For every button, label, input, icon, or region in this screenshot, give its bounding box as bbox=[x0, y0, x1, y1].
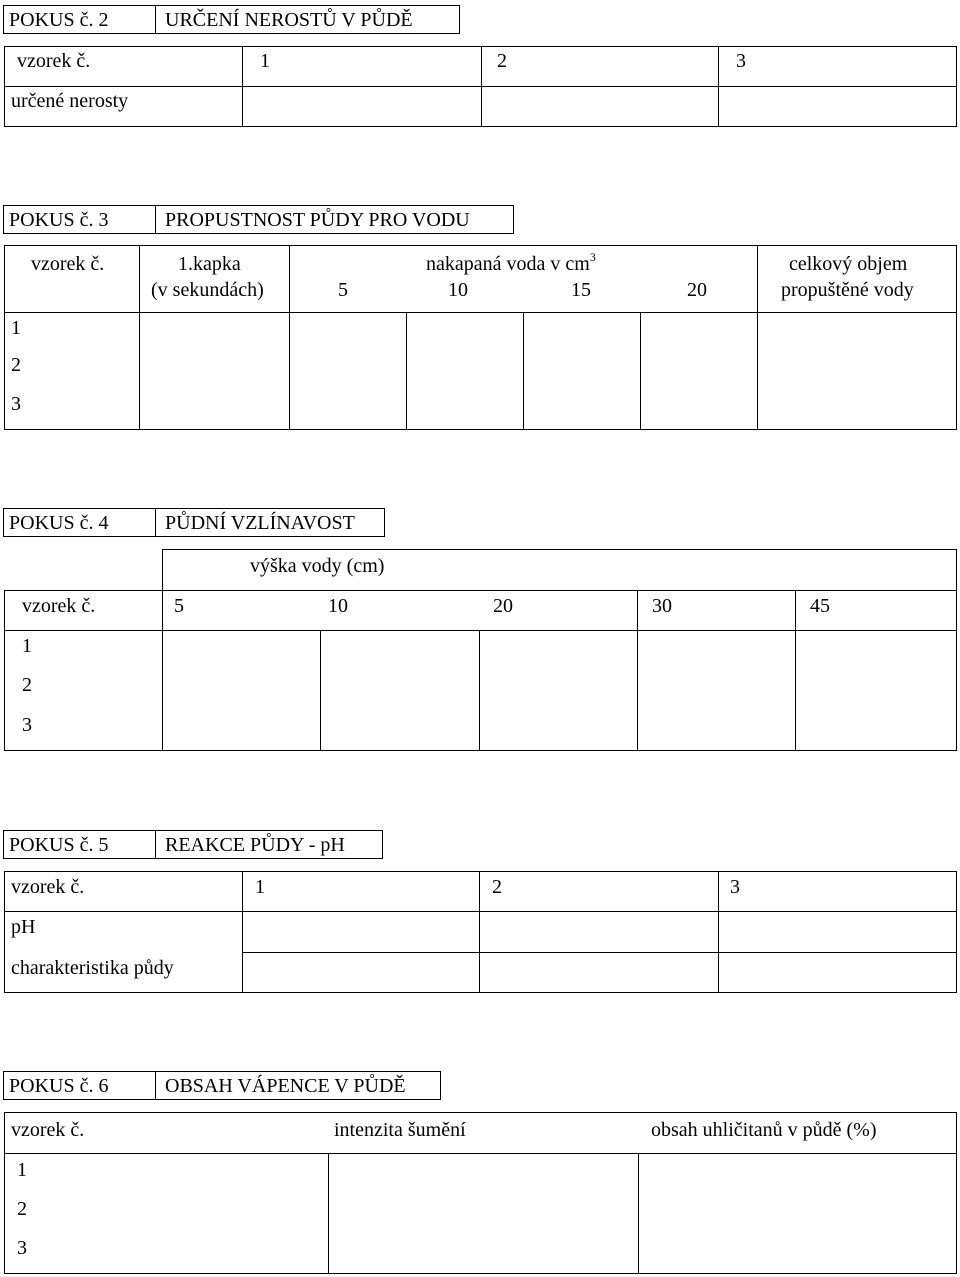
water-value: 5 bbox=[338, 279, 348, 301]
col-header-height: výška vody (cm) bbox=[250, 555, 385, 577]
height-value: 20 bbox=[493, 595, 513, 617]
sample-number: 1 bbox=[255, 876, 265, 898]
height-value: 45 bbox=[810, 595, 830, 617]
section-label: POKUS č. 5 bbox=[9, 834, 109, 856]
water-value: 15 bbox=[571, 279, 591, 301]
section-title: PŮDNÍ VZLÍNAVOST bbox=[165, 512, 355, 534]
sample-number: 2 bbox=[497, 50, 507, 72]
water-value: 10 bbox=[448, 279, 468, 301]
height-value: 30 bbox=[652, 595, 672, 617]
row-label-ph: pH bbox=[11, 916, 36, 938]
section-title: OBSAH VÁPENCE V PŮDĚ bbox=[165, 1075, 406, 1097]
sample-number: 3 bbox=[730, 876, 740, 898]
sample-number: 2 bbox=[17, 1198, 27, 1220]
col-header-total-2: propuštěné vody bbox=[781, 279, 914, 301]
sample-number: 3 bbox=[22, 714, 32, 736]
sample-number: 2 bbox=[11, 354, 21, 376]
col-header-carbonate-content: obsah uhličitanů v půdě (%) bbox=[651, 1119, 877, 1141]
section-title: REAKCE PŮDY - pH bbox=[165, 834, 345, 856]
row-label-minerals: určené nerosty bbox=[11, 90, 129, 112]
section-label: POKUS č. 4 bbox=[9, 512, 109, 534]
section-label: POKUS č. 6 bbox=[9, 1075, 109, 1097]
col-header-water: nakapaná voda v $cm^3$ bbox=[426, 250, 596, 275]
sample-number: 3 bbox=[11, 393, 21, 415]
col-header-sample: vzorek č. bbox=[22, 595, 96, 617]
sample-number: 1 bbox=[11, 317, 21, 339]
height-value: 5 bbox=[174, 595, 184, 617]
sample-number: 2 bbox=[492, 876, 502, 898]
col-header-sample: vzorek č. bbox=[31, 253, 105, 275]
section-label: POKUS č. 2 bbox=[9, 9, 109, 31]
sample-number: 1 bbox=[17, 1159, 27, 1181]
row-label-sample: vzorek č. bbox=[17, 50, 91, 72]
height-value: 10 bbox=[328, 595, 348, 617]
sample-number: 1 bbox=[260, 50, 270, 72]
sample-number: 3 bbox=[17, 1237, 27, 1259]
section-title: URČENÍ NEROSTŮ V PŮDĚ bbox=[165, 9, 413, 31]
section-title: PROPUSTNOST PŮDY PRO VODU bbox=[165, 209, 470, 231]
section-label: POKUS č. 3 bbox=[9, 209, 109, 231]
row-label-soil-characteristics: charakteristika půdy bbox=[11, 957, 174, 979]
col-header-first-drop-unit: (v sekundách) bbox=[151, 279, 264, 301]
col-header-first-drop: 1.kapka bbox=[178, 253, 241, 275]
water-value: 20 bbox=[687, 279, 707, 301]
sample-number: 3 bbox=[736, 50, 746, 72]
sample-number: 2 bbox=[22, 674, 32, 696]
col-header-sample: vzorek č. bbox=[11, 1119, 85, 1141]
col-header-foam-intensity: intenzita šumění bbox=[334, 1119, 466, 1141]
col-header-total: celkový objem bbox=[789, 253, 908, 275]
sample-number: 1 bbox=[22, 635, 32, 657]
row-label-sample: vzorek č. bbox=[11, 876, 85, 898]
